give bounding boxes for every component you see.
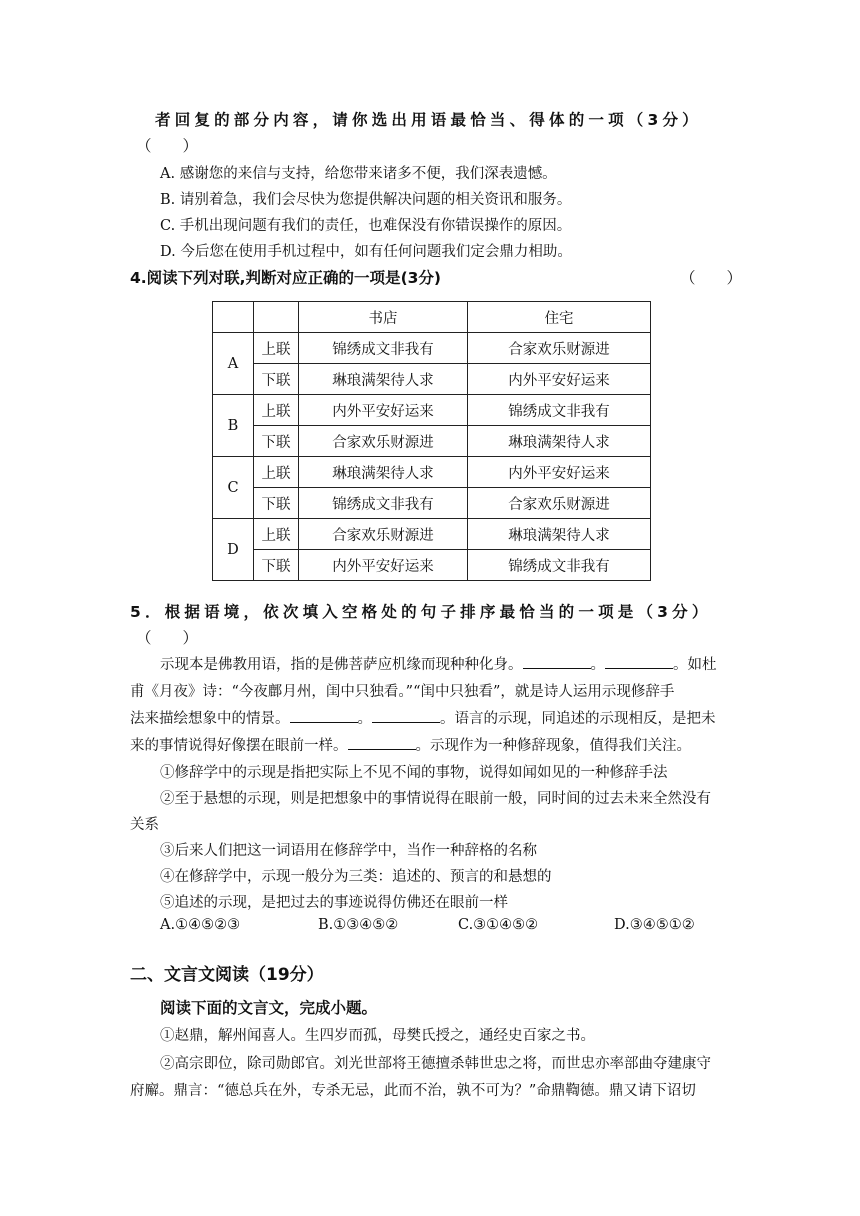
table-cell: 上联	[254, 395, 299, 426]
passage-text: 。	[357, 711, 372, 727]
table-row	[213, 426, 651, 457]
sentence-3: ③后来人们把这一词语用在修辞学中，当作一种辞格的名称	[160, 843, 537, 859]
sentence-4: ④在修辞学中，示现一般分为三类：追述的、预言的和悬想的	[160, 869, 552, 885]
table-cell: 下联	[254, 488, 299, 519]
table-header-row	[213, 302, 651, 333]
table-row	[213, 395, 651, 426]
q4-answer-paren: （ ）	[680, 269, 743, 287]
group-label-d: D	[213, 519, 254, 581]
q3-option-b: B. 请别着急，我们会尽快为您提供解决问题的相关资讯和服务。	[160, 192, 572, 208]
choice-a: A.①④⑤②③	[160, 917, 241, 933]
passage-text: 。	[590, 657, 605, 673]
sentence-5: ⑤追述的示现，是把过去的事迹说得仿佛还在眼前一样	[160, 895, 508, 911]
passage-text: 。示现作为一种修辞现象，值得我们关注。	[415, 738, 691, 754]
section-2-heading: 二、文言文阅读（19分）	[130, 965, 324, 985]
table-cell: 下联	[254, 550, 299, 581]
q3-option-d: D. 今后您在使用手机过程中，如有任何问题我们定会鼎力相助。	[160, 244, 572, 260]
table-cell: 内外平安好运来	[468, 457, 651, 488]
table-cell: 合家欢乐财源进	[299, 426, 468, 457]
table-cell: 内外平安好运来	[468, 364, 651, 395]
table-cell: 琳琅满架待人求	[468, 519, 651, 550]
table-cell: 上联	[254, 519, 299, 550]
couplet-table	[212, 301, 651, 581]
table-cell: 上联	[254, 457, 299, 488]
table-cell: 内外平安好运来	[299, 395, 468, 426]
table-cell: 内外平安好运来	[299, 550, 468, 581]
header-bookstore: 书店	[299, 302, 468, 333]
table-cell: 锦绣成文非我有	[299, 488, 468, 519]
q3-answer-paren: （ ）	[136, 137, 199, 155]
passage-text: 示现本是佛教用语，指的是佛菩萨应机缘而现种种化身。	[160, 657, 523, 673]
table-row	[213, 457, 651, 488]
table-cell: 合家欢乐财源进	[468, 333, 651, 364]
q5-answer-paren: （ ）	[136, 629, 199, 647]
sentence-1: ①修辞学中的示现是指把实际上不见不闻的事物，说得如闻如见的一种修辞手法	[160, 765, 668, 781]
sentence-2-cont: 关系	[130, 817, 159, 833]
fill-blank	[605, 654, 673, 669]
fill-blank	[290, 708, 358, 723]
group-label-a: A	[213, 333, 254, 395]
table-cell: 琳琅满架待人求	[468, 426, 651, 457]
q3-stem: 者回复的部分内容，请你选出用语最恰当、得体的一项（3分）	[155, 111, 702, 129]
table-cell: 上联	[254, 333, 299, 364]
fill-blank	[523, 654, 591, 669]
passage-text: 来的事情说得好像摆在眼前一样。	[130, 738, 348, 754]
passage-line-2: 甫《月夜》诗：“今夜鄜月州，闺中只独看。”“闺中只独看”，就是诗人运用示现修辞手	[130, 684, 675, 700]
table-cell: 合家欢乐财源进	[468, 488, 651, 519]
choice-b: B.①③④⑤②	[318, 917, 399, 933]
table-cell: 合家欢乐财源进	[299, 519, 468, 550]
passage-line-1	[160, 653, 717, 674]
choice-c: C.③①④⑤②	[458, 917, 539, 933]
table-row	[213, 519, 651, 550]
table-cell: 锦绣成文非我有	[468, 550, 651, 581]
section-2-instruction: 阅读下面的文言文，完成小题。	[160, 999, 378, 1017]
table-row	[213, 488, 651, 519]
group-label-c: C	[213, 457, 254, 519]
table-row	[213, 333, 651, 364]
passage-text: 。语言的示现，同追述的示现相反，是把未	[440, 711, 716, 727]
sentence-2: ②至于悬想的示现，则是把想象中的事情说得在眼前一般，同时间的过去未来全然没有	[160, 791, 711, 807]
header-cell	[213, 302, 254, 333]
q3-option-a: A. 感谢您的来信与支持，给您带来诸多不便，我们深表遗憾。	[160, 166, 557, 182]
choice-d: D.③④⑤①②	[614, 917, 695, 933]
table-cell: 琳琅满架待人求	[299, 457, 468, 488]
fill-blank	[372, 708, 440, 723]
table-cell: 锦绣成文非我有	[468, 395, 651, 426]
q3-option-c: C. 手机出现问题有我们的责任，也难保没有你错误操作的原因。	[160, 218, 572, 234]
fill-blank	[348, 735, 416, 750]
passage-line-3	[130, 707, 716, 728]
table-cell: 锦绣成文非我有	[299, 333, 468, 364]
table-row	[213, 364, 651, 395]
header-cell	[254, 302, 299, 333]
group-label-b: B	[213, 395, 254, 457]
passage-line-4	[130, 734, 691, 755]
classical-paragraph-2-line-2: 府廨。鼎言：“德总兵在外，专杀无忌，此而不治，孰不可为？”命鼎鞫德。鼎又请下诏切	[130, 1083, 696, 1099]
header-residence: 住宅	[468, 302, 651, 333]
passage-text: 法来描绘想象中的情景。	[130, 711, 290, 727]
table-cell: 琳琅满架待人求	[299, 364, 468, 395]
q4-stem: 4.阅读下列对联,判断对应正确的一项是(3分)	[130, 269, 442, 287]
passage-text: 。如杜	[673, 657, 717, 673]
table-cell: 下联	[254, 364, 299, 395]
q5-stem: 5．根据语境，依次填入空格处的句子排序最恰当的一项是（3分）	[130, 603, 712, 621]
table-cell: 下联	[254, 426, 299, 457]
table-row	[213, 550, 651, 581]
classical-paragraph-2-line-1: ②高宗即位，除司勋郎官。刘光世部将王德擅杀韩世忠之将，而世忠亦率部曲夺建康守	[160, 1056, 711, 1072]
classical-paragraph-1: ①赵鼎，解州闻喜人。生四岁而孤，母樊氏授之，通经史百家之书。	[160, 1028, 595, 1044]
